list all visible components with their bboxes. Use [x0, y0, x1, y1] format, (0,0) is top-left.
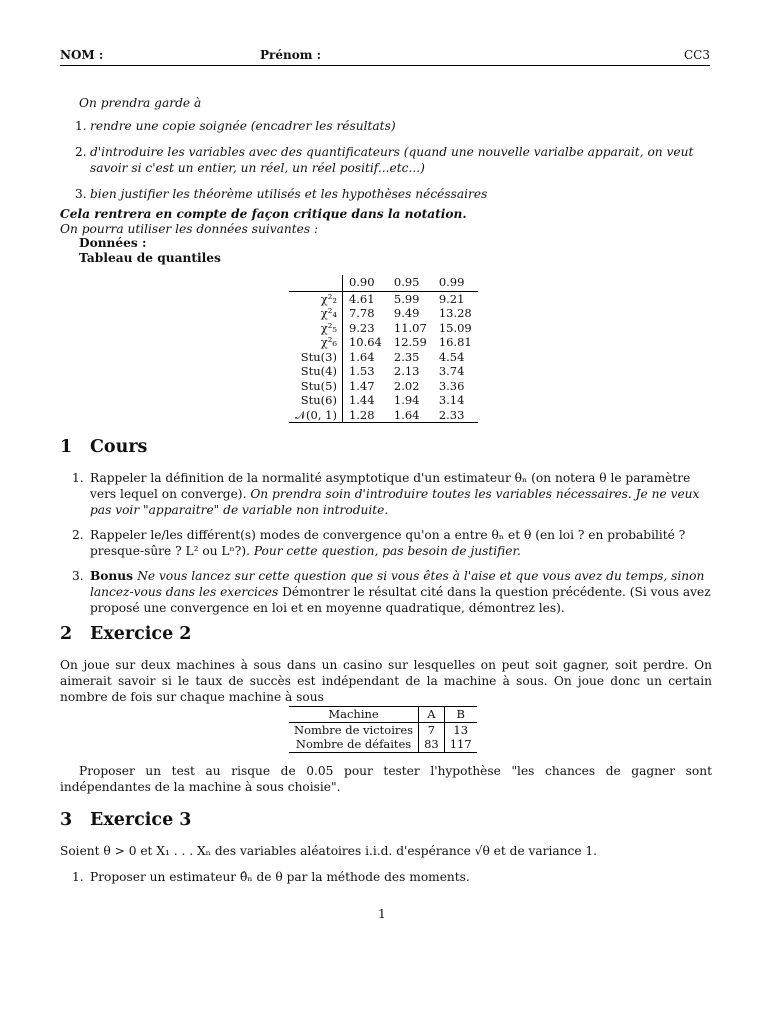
table-cell: 10.64: [348, 335, 382, 349]
table-cell: 12.59: [393, 335, 427, 349]
table-cell: 1.47: [348, 378, 375, 393]
table-cell: 2.02: [393, 378, 420, 393]
exercise-text: On joue sur deux machines à sous dans un casino sur lesquelles on peut soit gagner, soit perdre. On aimerait savoir si le taux de succès est indépendant de la machine à sous. On joue donc un certain nombre de fois sur chaque machine à sous: [60, 658, 712, 704]
row-label: Stu(3): [289, 350, 342, 365]
section-heading-exercice3: [60, 812, 192, 828]
table-header-row: [289, 275, 478, 291]
question-number: 1.: [72, 870, 84, 884]
donnees-heading: Données :: [79, 236, 147, 250]
row-label: 𝒩(0, 1): [289, 408, 342, 423]
bonus-label: Bonus: [90, 569, 138, 583]
row-label: Nombre de victoires: [289, 722, 419, 737]
row-label: χ²₆: [289, 335, 342, 350]
row-label: χ²₄: [289, 306, 342, 321]
section-number: 2: [60, 624, 73, 644]
intro-text: On prendra garde à: [79, 96, 202, 110]
table-header-row: [289, 707, 477, 723]
table-cell: 9.23: [348, 320, 375, 335]
table-cell: 3.14: [438, 393, 465, 407]
question-note: On prendra soin d'introduire toutes les variables nécessaires. Je ne veux pas voir "apparaitre" de variable non introduite.: [90, 487, 700, 517]
question-text: Rappeler le/les différent(s) modes de convergence qu'on a entre θₙ et θ (en loi ? en probabilité ? presque-sûre ? L² ou Lⁿ?).: [90, 528, 686, 558]
column-header: 0.99: [433, 275, 478, 291]
quantile-table: [289, 275, 478, 423]
instruction-text: rendre une copie soignée (encadrer les résultats): [90, 119, 396, 133]
table-row: [289, 722, 477, 737]
table-cell: 3.74: [438, 364, 465, 378]
instruction-item: [60, 144, 712, 176]
section-title: Exercice 3: [90, 810, 192, 830]
section-title: Exercice 2: [90, 624, 192, 644]
nom-label: NOM :: [60, 48, 104, 62]
row-label: Stu(4): [289, 364, 342, 379]
table-cell: 11.07: [393, 320, 427, 335]
question-number: 2.: [72, 528, 84, 542]
section-title: Cours: [90, 437, 148, 457]
question-text: Proposer un estimateur θ̂ₙ de θ par la méthode des moments.: [90, 870, 470, 884]
question-item: [72, 568, 712, 616]
machine-table: [289, 706, 477, 753]
table-cell: 9.49: [393, 306, 420, 320]
table-row: [289, 408, 478, 423]
row-label: χ²₅: [289, 321, 342, 336]
table-cell: 83: [419, 737, 445, 752]
instruction-text: d'introduire les variables avec des quantificateurs (quand une nouvelle varialbe apparait, on veut savoir si c'est un entier, un réel, un réel positif...etc...): [90, 145, 694, 175]
table-cell: 9.21: [438, 291, 465, 306]
question-item: [72, 527, 712, 559]
table-cell: 1.64: [388, 408, 433, 423]
donnees-intro: On pourra utiliser les données suivantes :: [60, 222, 319, 236]
table-cell: 1.53: [348, 364, 375, 378]
instruction-text: bien justifier les théorème utilisés et les hypothèses nécéssaires: [90, 187, 488, 201]
table-cell: 7.78: [348, 306, 375, 320]
table-cell: 1.94: [393, 393, 420, 407]
table-cell: 16.81: [438, 335, 472, 349]
table-cell: 15.09: [438, 320, 472, 335]
column-header: 0.90: [342, 275, 387, 291]
exercise-text: Soient θ > 0 et X₁ . . . Xₙ des variables aléatoires i.i.d. d'espérance √θ et de variance 1.: [60, 844, 598, 858]
exam-code: CC3: [684, 48, 710, 62]
table-row: [289, 335, 478, 350]
table-cell: 2.33: [433, 408, 478, 423]
question-number: 3.: [72, 569, 84, 583]
column-header: Machine: [289, 707, 419, 723]
row-label: Stu(5): [289, 379, 342, 394]
table-cell: 1.64: [348, 349, 375, 364]
question-note: Pour cette question, pas besoin de justifier.: [253, 544, 521, 558]
instruction-number: 2.: [75, 145, 87, 159]
header-bar: [60, 47, 710, 66]
table-cell: 4.61: [348, 291, 375, 306]
prenom-label: Prénom :: [260, 48, 322, 62]
critique-note: Cela rentrera en compte de façon critique dans la notation.: [60, 207, 467, 221]
section-number: 3: [60, 810, 73, 830]
table-cell: 4.54: [438, 349, 465, 364]
table-row: [289, 364, 478, 379]
table-cell: 1.44: [348, 393, 375, 407]
table-cell: 13.28: [438, 306, 472, 320]
table-cell: 2.35: [393, 349, 420, 364]
instruction-item: [60, 118, 712, 134]
table-cell: 13: [453, 722, 469, 737]
page-number: 1: [378, 907, 386, 921]
row-label: Nombre de défaites: [289, 737, 419, 752]
instruction-number: 3.: [75, 187, 87, 201]
column-header: B: [444, 707, 476, 723]
question-item: [72, 470, 712, 518]
question-number: 1.: [72, 471, 84, 485]
quantile-table-title: Tableau de quantiles: [79, 251, 221, 265]
table-cell: 7: [419, 722, 445, 737]
question-text: Démontrer le résultat cité dans la question précédente. (Si vous avez proposé une convergence en loi et en moyenne quadratique, démontrez les).: [90, 585, 711, 615]
table-row: [289, 379, 478, 394]
table-cell: 2.13: [393, 364, 420, 378]
cours-questions: [72, 470, 712, 625]
row-label: Stu(6): [289, 393, 342, 408]
table-row: [289, 737, 477, 752]
table-cell: 5.99: [393, 291, 420, 306]
question-note: Ne vous lancez sur cette question que si vous êtes à l'aise et que vous avez du temps, sinon lancez-vous dans les exercices: [90, 569, 705, 599]
section-heading-cours: [60, 439, 147, 455]
exercice3-questions: [72, 869, 712, 894]
instruction-number: 1.: [75, 119, 87, 133]
section-number: 1: [60, 437, 73, 457]
table-cell: 117: [444, 737, 476, 752]
column-header: A: [419, 707, 445, 723]
instruction-item: [60, 186, 712, 202]
table-row: [289, 393, 478, 408]
section-heading-exercice2: [60, 626, 192, 642]
instructions-list: [60, 118, 712, 212]
question-item: [72, 869, 712, 885]
column-header: 0.95: [388, 275, 433, 291]
question-text: Rappeler la définition de la normalité asymptotique d'un estimateur θₙ (on notera θ le paramètre vers lequel on converge).: [90, 471, 691, 501]
table-cell: 1.28: [342, 408, 387, 423]
table-row: [289, 350, 478, 365]
table-row: [289, 291, 478, 306]
row-label: χ²₂: [289, 291, 342, 306]
table-row: [289, 321, 478, 336]
table-cell: 3.36: [438, 378, 465, 393]
exercise-question: Proposer un test au risque de 0.05 pour tester l'hypothèse "les chances de gagner sont indépendantes de la machine à sous choisie".: [60, 764, 712, 794]
table-row: [289, 306, 478, 321]
